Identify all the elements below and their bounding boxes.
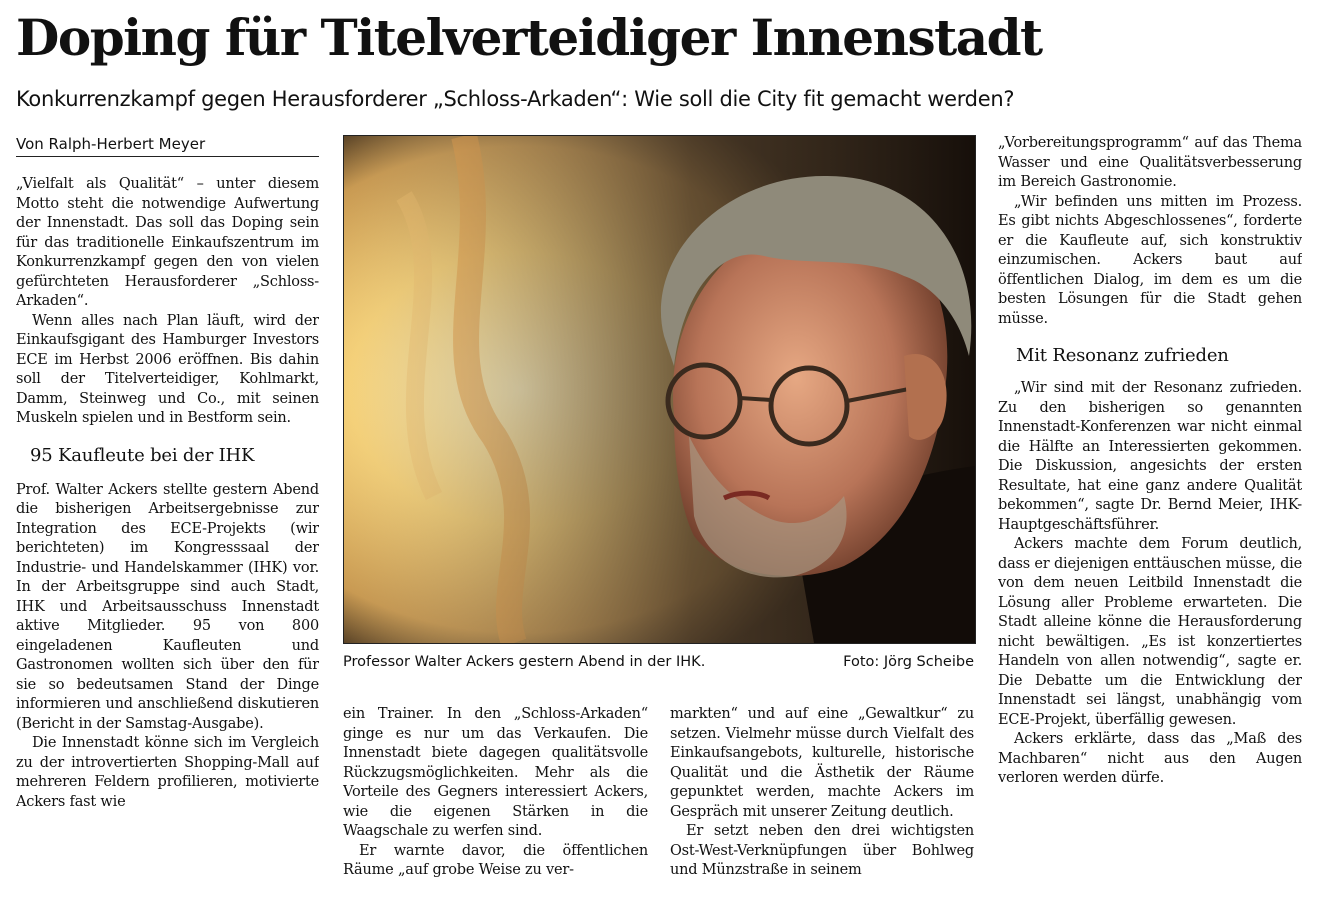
byline: Von Ralph-Herbert Meyer xyxy=(16,133,319,157)
paragraph: Ackers erklärte, dass das „Maß des Machbaren“ nicht aus den Augen verloren werden dürfe. xyxy=(998,731,1302,786)
paragraph: Die Innenstadt könne sich im Vergleich zu der introvertierten Shopping-Mall auf mehreren Feldern profilieren, motivierte Ackers fast wie xyxy=(16,735,319,810)
paragraph: „Wir befinden uns mitten im Prozess. Es gibt nichts Abgeschlossenes“, forderte er die Kaufleute auf, sich konstruktiv einzumischen. Ackers baut auf öffentlichen Dialog, im dem es um die besten Lösungen für die Stadt gehen müsse. xyxy=(998,193,1302,327)
paragraph: Ackers machte dem Forum deutlich, dass er diejenigen enttäuschen müsse, die von dem neuen Leitbild Innenstadt die Lösung aller Probleme erwarteten. Die Stadt alleine könne die Herausforderung nicht bewältigen. „Es ist konzertiertes Handeln von allen notwendig“, sagte er. Die Debatte um die Entwicklung der Innenstadt sei längst, unabhängig vom ECE-Projekt, überfällig gewesen. xyxy=(998,536,1302,728)
paragraph: Er warnte davor, die öffentlichen Räume „auf grobe Weise zu ver- xyxy=(343,842,648,878)
paragraph: Wenn alles nach Plan läuft, wird der Einkaufsgigant des Hamburger Investors ECE im Herbst 2006 eröffnen. Bis dahin soll der Titelverteidiger, Kohlmarkt, Damm, Steinweg und Co., mit seinen Muskeln spielen und in Bestform sein. xyxy=(16,312,319,426)
portrait-image xyxy=(344,136,975,643)
photo-caption xyxy=(343,652,974,672)
caption-text: Professor Walter Ackers gestern Abend in der IHK. xyxy=(343,654,706,670)
paragraph: Prof. Walter Ackers stellte gestern Abend die bisherigen Arbeitsergebnisse zur Integration des ECE-Projekts (wir berichteten) im Kongresssaal der Industrie- und Handelskammer (IHK) vor. In der Arbeitsgruppe sind auch Stadt, IHK und Arbeitsausschuss Innenstadt aktive Mitglieder. 95 von 800 eingeladenen Kaufleuten und Gastronomen wollten sich über den für sie so bedeutsamen Stand der Dinge informieren und anschließend diskutieren (Bericht in der Samstag-Ausgabe). xyxy=(16,481,319,732)
paragraph: Er setzt neben den drei wichtigsten Ost-West-Verknüpfungen über Bohlweg und Münzstraße in seinem xyxy=(670,823,974,878)
article-column-1 xyxy=(16,175,319,923)
article-column-3 xyxy=(670,705,974,923)
article-column-4 xyxy=(998,134,1302,923)
article-column-2 xyxy=(343,705,648,923)
subheading: Mit Resonanz zufrieden xyxy=(1016,345,1229,366)
article-photo xyxy=(343,135,976,644)
photo-credit: Foto: Jörg Scheibe xyxy=(843,654,974,670)
paragraph: „Vorbereitungsprogramm“ auf das Thema Wasser und eine Qualitätsverbesserung im Bereich Gastronomie. xyxy=(998,135,1302,190)
paragraph: markten“ und auf eine „Gewaltkur“ zu setzen. Vielmehr müsse durch Vielfalt des Einkaufsangebots, kulturelle, historische Qualität und die Ästhetik der Räume gepunktet werden, machte Ackers im Gespräch mit unserer Zeitung deutlich. xyxy=(670,706,974,820)
paragraph: ein Trainer. In den „Schloss-Arkaden“ ginge es nur um das Verkaufen. Die Innenstadt biete dagegen qualitätsvolle Rückzugsmöglichkeiten. Mehr als die Vorteile des Gegners interessiert Ackers, wie die eigenen Stärken in die Waagschale zu werfen sind. xyxy=(343,706,648,839)
headline: Doping für Titelverteidiger Innenstadt xyxy=(16,8,1042,67)
paragraph: „Vielfalt als Qualität“ – unter diesem Motto steht die notwendige Aufwertung der Innenstadt. Das soll das Doping sein für das traditionelle Einkaufszentrum im Konkurrenzkampf gegen den von vielen gefürchteten Herausforderer „Schloss-Arkaden“. xyxy=(16,176,319,309)
subheadline: Konkurrenzkampf gegen Herausforderer „Schloss-Arkaden“: Wie soll die City fit gemacht werden? xyxy=(16,87,1015,111)
paragraph: „Wir sind mit der Resonanz zufrieden. Zu den bisherigen so genannten Innenstadt-Konferenzen war nicht einmal die Hälfte an Interessierten gekommen. Die Diskussion, angesichts der ersten Resultate, hat eine ganz andere Qualität bekommen“, sagte Dr. Bernd Meier, IHK-Hauptgeschäftsführer. xyxy=(998,380,1302,533)
subheading: 95 Kaufleute bei der IHK xyxy=(30,444,255,466)
